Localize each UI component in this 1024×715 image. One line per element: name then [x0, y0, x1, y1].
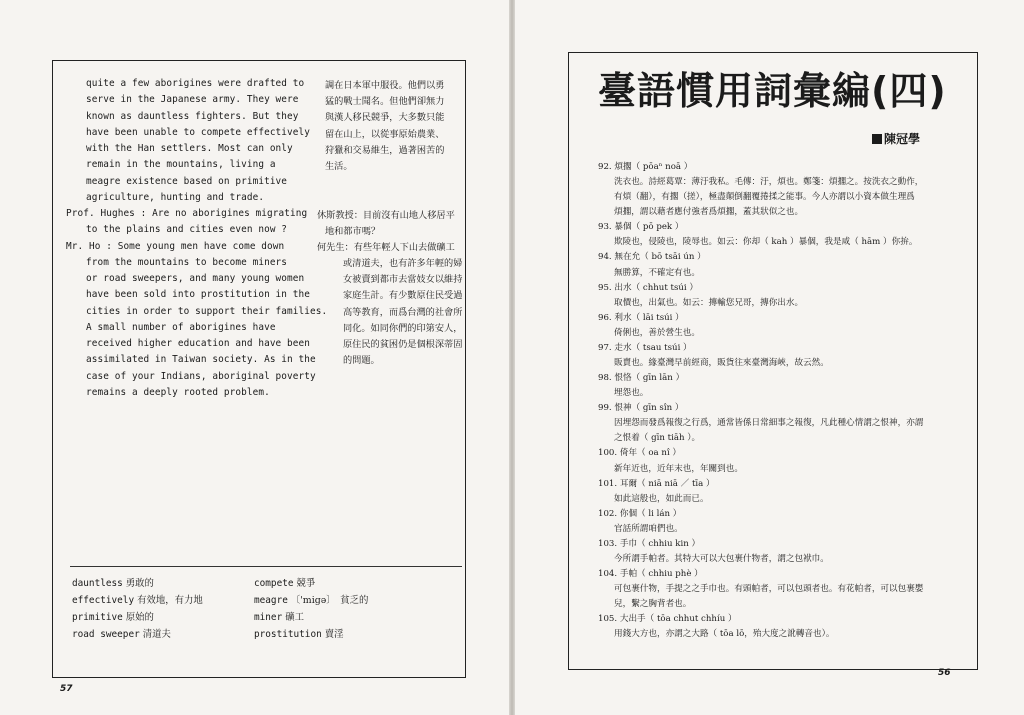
entry-definition-line: 官話所謂咱們也。	[614, 523, 683, 534]
translation-line: 同化。如同你們的印第安人，	[343, 322, 463, 334]
translation-line: 的問題。	[343, 355, 380, 367]
entry-headword-line: 96. 利水（ lāi tsúi ）	[598, 312, 684, 323]
entry-definition-line: 因埋怨而發爲報復之行爲，通常皆係日常細事之報復，凡此種心情謂之恨神，亦謂	[614, 418, 924, 429]
glossary-term: miner	[254, 612, 283, 623]
author-name: 陳冠學	[884, 132, 921, 146]
entry-definition-line: 販賣也。緣臺灣早前經商，販貨往來臺灣海峽，故云然。	[614, 358, 829, 369]
dialogue-line: have been unable to compete effectively	[86, 126, 311, 138]
dialogue-line: have been sold into prostitution in the	[86, 289, 311, 301]
dialogue-speaker-line: Mr. Ho : Some young men have come down	[66, 240, 285, 252]
dialogue-speaker-line: Prof. Hughes : Are no aborigines migrating	[66, 208, 308, 219]
entry-definition-line: 之恨着（ gīn tiāh ）。	[614, 433, 701, 444]
dialogue-line: serve in the Japanese army. They were	[86, 94, 299, 106]
entry-headword-line: 99. 恨神（ gīn sîn ）	[598, 403, 684, 414]
entry-headword-line: 101. 耳爾（ niā niā ／ tīa ）	[598, 478, 715, 489]
translation-line: 高等教育，而爲台灣的社會所	[343, 306, 463, 318]
glossary-term: effectively	[72, 595, 135, 606]
glossary-term: prostitution	[254, 629, 322, 640]
glossary-term: road sweeper	[72, 629, 140, 640]
entry-definition-line: 新年近也，近年末也，年關到也。	[614, 463, 743, 474]
entry-headword-line: 100. 倚年（ oa nî ）	[598, 448, 682, 459]
glossary-item	[72, 610, 154, 626]
dialogue-line: or road sweepers, and many young women	[86, 273, 305, 284]
dialogue-line: remains a deeply rooted problem.	[86, 386, 270, 398]
entry-definition-line: 今所謂手帕者。其特大可以大包裹什物者，謂之包袱巾。	[614, 554, 829, 565]
glossary-meaning: 有效地，有力地	[137, 595, 203, 606]
translation-line: 狩獵和交易維生，過著困苦的	[325, 144, 445, 156]
entry-definition-line: 欺陵也，侵陵也，陵辱也。如云：你却（ kah ）暴個，我是咸（ hām ）你拚。	[614, 237, 918, 248]
article-title: 臺語慣用詞彙編(四)	[598, 69, 947, 113]
dialogue-line: case of your Indians, aboriginal poverty	[86, 370, 316, 382]
dialogue-line: with the Han settlers. Most can only	[86, 143, 293, 154]
glossary-term: primitive	[72, 612, 123, 623]
translation-line: 留在山上，以從事原始農業、	[325, 128, 445, 140]
author-marker-icon	[872, 134, 882, 144]
entry-definition-line: 無勝算，不確定有也。	[614, 267, 700, 278]
entry-headword-line: 92. 煩擱（ pōaⁿ noā ）	[598, 162, 693, 172]
entry-definition-line: 洗衣也。詩經葛覃：薄汙我私。毛傳：汙，煩也。鄭箋：煩擱之。按洗衣之動作，	[614, 177, 924, 188]
translation-speaker-line: 休斯教授：目前沒有山地人移居平	[317, 209, 455, 221]
translation-line: 或清道夫，也有許多年輕的婦	[343, 258, 463, 270]
entry-definition-line: 兒，繫之胸背者也。	[614, 599, 692, 610]
translation-line: 女被賣到都市去當妓女以維持	[343, 274, 463, 286]
dialogue-line: to the plains and cities even now ?	[86, 224, 288, 236]
entry-headword-line: 103. 手巾（ chhiu kin ）	[598, 538, 701, 549]
entry-definition-line: 煩擱，謂以藉者應付強者爲煩擱，蓋其狀似之也。	[614, 207, 804, 218]
dialogue-line: known as dauntless fighters. But they	[86, 110, 299, 122]
glossary-item	[72, 593, 203, 609]
page-number-right: 56	[938, 668, 951, 678]
glossary-item	[254, 593, 368, 609]
glossary-item	[72, 576, 154, 592]
entry-definition-line: 用錢大方也，亦謂之大路（ tōa lō，殆大度之訛轉音也）。	[614, 629, 835, 640]
page-number-left: 57	[60, 684, 73, 694]
glossary-meaning: 競爭	[296, 578, 316, 589]
dialogue-line: assimilated in Taiwan society. As in the	[86, 354, 316, 366]
entry-headword-line: 94. 無在允（ bō tsāi ún ）	[598, 252, 706, 263]
glossary-item	[254, 576, 315, 592]
translation-line: 地和都市嗎？	[325, 225, 381, 237]
entry-headword-line: 97. 走水（ tsau tsúi ）	[598, 342, 692, 353]
glossary-meaning: 〔'migə〕 貧乏的	[290, 595, 369, 606]
entry-headword-line: 102. 你個（ li lán ）	[598, 508, 682, 519]
dialogue-english	[66, 76, 328, 401]
glossary-meaning: 賣淫	[324, 629, 344, 640]
dialogue-line: agriculture, hunting and trade.	[86, 191, 265, 203]
dialogue-line: received higher education and have been	[86, 338, 311, 349]
dialogue-chinese	[317, 78, 463, 369]
entry-definition-line: 可包裹什物，手提之之手巾也。有頭帕者，可以包頭者也。有花帕者，可以包裹嬰	[614, 584, 924, 595]
glossary-meaning: 礦工	[285, 612, 304, 623]
entry-definition-line: 埋怨也。	[614, 388, 649, 399]
translation-speaker-line: 何先生：有些年輕人下山去做礦工	[317, 241, 455, 253]
translation-spacer	[325, 191, 457, 207]
dialogue-line: remain in the mountains, living a	[86, 159, 276, 171]
translation-line: 調在日本軍中服役。他們以勇	[325, 80, 445, 91]
translation-spacer	[325, 175, 457, 191]
entry-headword-line: 93. 暴個（ pō pek ）	[598, 222, 684, 233]
glossary-item	[254, 627, 343, 643]
translation-line: 原住民的貧困仍是個根深蒂固	[343, 339, 463, 350]
glossary-divider	[70, 566, 462, 567]
entry-headword-line: 95. 出水（ chhut tsúi ）	[598, 282, 698, 293]
entry-definition-line: 有煩（翻），有擱（搓），極盡顛倒翻覆捲揉之能事。今人亦謂以小資本做生理爲	[614, 192, 915, 203]
dialogue-line: quite a few aborigines were drafted to	[86, 78, 305, 89]
dialogue-line: meagre existence based on primitive	[86, 175, 288, 187]
glossary-term: compete	[254, 578, 294, 589]
translation-line: 家庭生計。有少數原住民受過	[343, 290, 463, 302]
translation-line: 生活。	[325, 160, 353, 172]
glossary-item	[254, 610, 304, 626]
glossary-term: dauntless	[72, 578, 123, 589]
entry-definition-line: 倚俐也，善於營生也。	[614, 327, 700, 338]
article-author	[872, 130, 920, 147]
glossary-meaning: 清道夫	[142, 629, 171, 640]
glossary-item	[72, 627, 171, 643]
translation-line: 與漢人移民競爭，大多數只能	[325, 112, 445, 124]
dialogue-line: cities in order to support their families.	[86, 305, 328, 317]
entry-headword-line: 104. 手帕（ chhiu phè ）	[598, 569, 703, 580]
glossary-meaning: 勇敢的	[125, 578, 154, 589]
book-gutter	[509, 0, 515, 715]
glossary-meaning: 原始的	[125, 612, 154, 623]
entry-headword-line: 105. 大出手（ tōa chhut chhíu ）	[598, 614, 737, 625]
glossary-term: meagre	[254, 595, 288, 606]
vocabulary-entries	[598, 160, 970, 643]
translation-line: 猛的戰士聞名。但他們卻無力	[325, 96, 445, 108]
entry-definition-line: 取價也，出氣也。如云：摶輸您兄哥，摶你出水。	[614, 297, 804, 308]
entry-headword-line: 98. 恨恪（ gīn lān ）	[598, 373, 685, 384]
dialogue-line: A small number of aborigines have	[86, 321, 276, 333]
entry-definition-line: 如此這般也，如此而已。	[614, 493, 709, 504]
dialogue-line: from the mountains to become miners	[86, 256, 288, 268]
